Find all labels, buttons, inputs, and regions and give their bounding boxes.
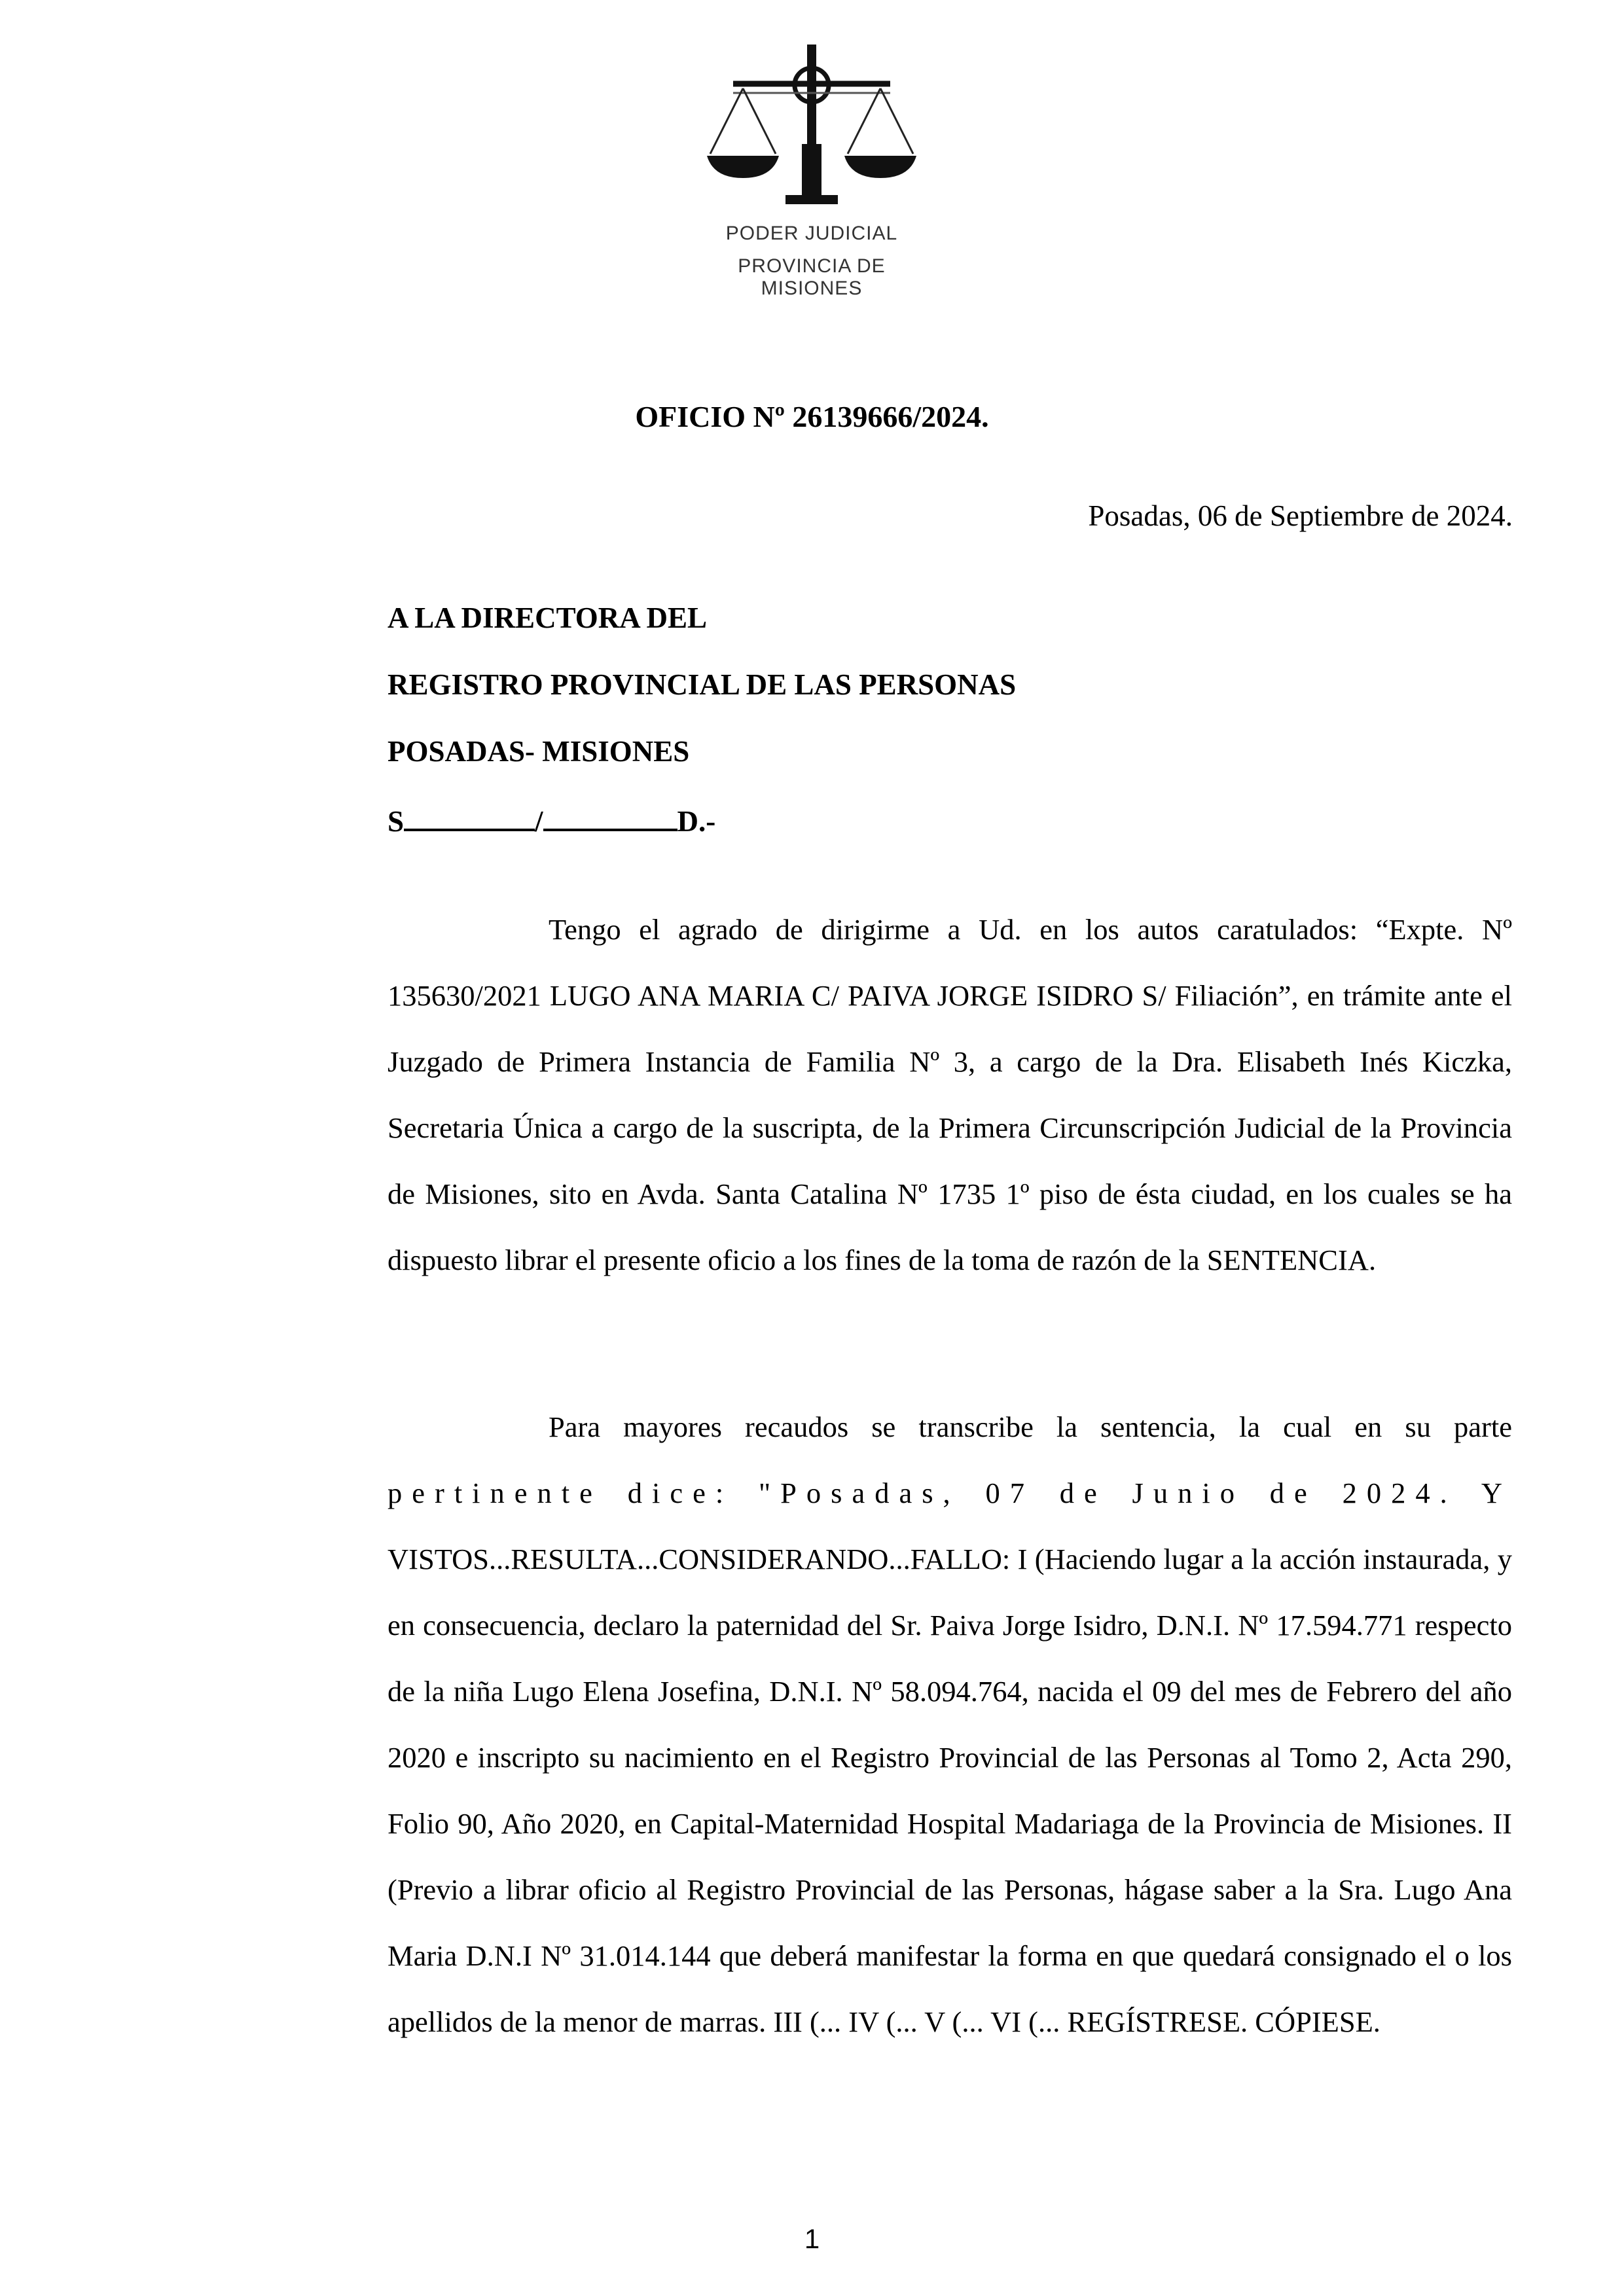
page-number: 1 (804, 2223, 820, 2254)
document-title: OFICIO Nº 26139666/2024. (635, 400, 989, 433)
scales-of-justice-icon (694, 39, 929, 223)
salutation-d: D.- (677, 805, 716, 838)
salutation-slash: / (535, 805, 543, 838)
place-date: Posadas, 06 de Septiembre de 2024. (1088, 499, 1513, 532)
salutation-blank-2 (543, 802, 677, 831)
salutation-s: S (388, 805, 405, 838)
salutation (388, 802, 715, 838)
emblem-line-provincia: PROVINCIA DE MISIONES (738, 255, 886, 299)
body-paragraph-1: Tengo el agrado de dirigirme a Ud. en los autos caratulados: “Expte. Nº 135630/2021 LUGO ANA MARIA C/ PAIVA JORGE ISIDRO S/ Filiación”, en trámite ante el Juzgado de Primera Instancia de Familia Nº 3, a cargo de la Dra. Elisabeth Inés Kiczka, Secretaria Única a cargo de la suscripta, de la Primera Circunscripción Judicial de la Provincia de Misiones, sito en Avda. Santa Catalina Nº 1735 1º piso de ésta ciudad, en los cuales se ha dispuesto librar el presente oficio a los fines de la toma de razón de la SENTENCIA. (388, 913, 1512, 1276)
paragraph-2-start: Para mayores recaudos se transcribe la sentencia, la cual en su parte (549, 1410, 1512, 1443)
emblem-line-poder-judicial: PODER JUDICIAL (725, 223, 898, 244)
court-emblem (694, 39, 929, 299)
addressee-line-2: REGISTRO PROVINCIAL DE LAS PERSONAS (388, 668, 1017, 701)
paragraph-2-rest: VISTOS...RESULTA...CONSIDERANDO...FALLO: I (Haciendo lugar a la acción instaurada, y en consecuencia, declaro la paternidad del Sr. Paiva Jorge Isidro, D.N.I. Nº 17.594.771 respecto de la niña Lugo Elena Josefina, D.N.I. Nº 58.094.764, nacida el 09 del mes de Febrero del año 2020 e inscripto su nacimiento en el Registro Provincial de las Personas al Tomo 2, Acta 290, Folio 90, Año 2020, en Capital-Maternidad Hospital Madariaga de la Provincia de Misiones. II (Previo a librar oficio al Registro Provincial de las Personas, hágase saber a la Sra. Lugo Ana Maria D.N.I Nº 31.014.144 que deberá manifestar la forma en que quedará consignado el o los apellidos de la menor de marras. III (... IV (... V (... VI (... REGÍSTRESE. CÓPIESE. (388, 1543, 1512, 2038)
addressee-line-3: POSADAS- MISIONES (388, 735, 690, 768)
salutation-blank-1 (404, 802, 535, 831)
body-paragraph-2 (388, 1394, 1512, 2055)
paragraph-2-spaced: pertinente dice: "Posadas, 07 de Junio de 2024. Y (388, 1477, 1512, 1509)
addressee-line-1: A LA DIRECTORA DEL (388, 601, 708, 634)
